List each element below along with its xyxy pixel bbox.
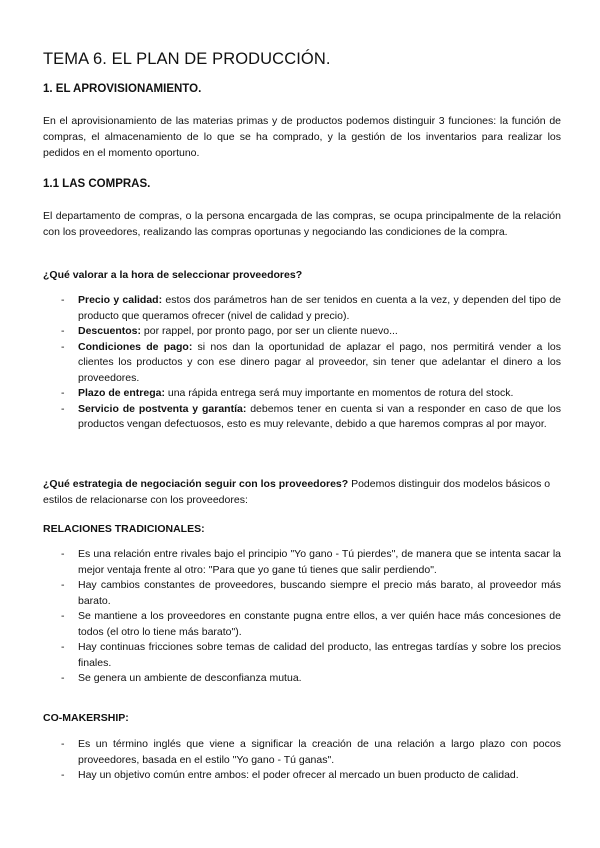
list-dash: - (61, 641, 65, 653)
list-dash: - (61, 340, 65, 353)
subheading-relaciones-tradicionales: RELACIONES TRADICIONALES: (43, 523, 205, 535)
aprovisionamiento-paragraph: En el aprovisionamiento de las materias primas y de productos podemos distinguir 3 funciones: la función de compras, el almacenamiento de lo que se ha comprado, y la gestión de los inventarios para realizar los pedidos en el momento oportuno. (43, 115, 561, 159)
list-dash: - (61, 294, 65, 306)
list-item (43, 737, 561, 768)
list-dash: - (61, 769, 65, 781)
subheading-comakership: CO-MAKERSHIP: (43, 712, 129, 724)
section-heading-compras: 1.1 LAS COMPRAS. (43, 178, 151, 190)
list-item-text: Hay continuas fricciones sobre temas de calidad del producto, las entregas tardías y sobre los precios finales. (78, 641, 561, 669)
page-title: TEMA 6. EL PLAN DE PRODUCCIÓN. (43, 50, 331, 68)
compras-paragraph: El departamento de compras, o la persona encargada de las compras, se ocupa principalmente de la relación con los proveedores, realizando las compras oportunas y negociando las condiciones de la compra. (43, 210, 561, 238)
criteria-text: por rappel, por pronto pago, por ser un cliente nuevo... (141, 325, 398, 337)
traditional-list (43, 547, 561, 687)
list-item (43, 578, 561, 609)
criteria-text: una rápida entrega será muy importante en momentos de rotura del stock. (164, 387, 514, 399)
list-item-text: Se mantiene a los proveedores en constante pugna entre ellos, a ver quién hace más concesiones de todos (el otro lo tiene más barato"). (78, 610, 561, 638)
criteria-text: estos dos parámetros han de ser tenidos en cuenta a la vez, y dependen del tipo de producto que queramos ofrecer (nivel de calidad y precio). (78, 294, 562, 322)
list-item (43, 640, 561, 671)
criteria-term: Servicio de postventa y garantía: (78, 402, 247, 415)
criteria-term: Plazo de entrega: (78, 387, 165, 399)
list-item-text: Se genera un ambiente de desconfianza mutua. (78, 672, 302, 684)
criteria-text: si nos dan la oportunidad de aplazar el pago, nos permitirá vender a los clientes los productos y con ese dinero pagar al proveedor, sin tener que adelantar el dinero a los proveedores. (78, 340, 561, 384)
list-item (43, 609, 561, 640)
criteria-term: Descuentos: (78, 325, 142, 337)
question-seleccionar-proveedores-text: ¿Qué valorar a la hora de seleccionar proveedores? (43, 269, 303, 281)
criteria-term: Precio y calidad: (78, 294, 163, 306)
list-dash: - (61, 548, 65, 560)
list-dash: - (61, 610, 65, 622)
list-dash: - (61, 325, 65, 337)
list-item-text: Hay un objetivo común entre ambos: el poder ofrecer al mercado un buen producto de calidad. (78, 769, 519, 781)
question-estrategia-negociacion (43, 476, 561, 508)
list-item-text: Es una relación entre rivales bajo el principio "Yo gano - Tú pierdes", de manera que se intenta sacar la mejor ventaja frente al otro: "Para que yo gane tú tienes que salir perdiendo". (78, 548, 561, 576)
list-item (43, 324, 561, 340)
comakership-list (43, 737, 561, 784)
criteria-list (43, 293, 561, 433)
list-dash: - (61, 387, 65, 399)
list-item (43, 671, 561, 687)
list-item-text: Es un término inglés que viene a significar la creación de una relación a largo plazo con pocos proveedores, basada en el estilo "Yo gano - Tú ganas". (78, 738, 561, 766)
question-seleccionar-proveedores (43, 267, 561, 283)
list-item (43, 386, 561, 402)
list-item (43, 768, 561, 784)
list-dash: - (61, 672, 65, 684)
list-item (43, 402, 561, 433)
criteria-text: debemos tener en cuenta si van a responder en caso de que los productos vengan defectuosos, esto es muy relevante, debido a que haremos compras al por mayor. (78, 402, 561, 430)
criteria-term: Condiciones de pago: (78, 340, 193, 353)
list-item (43, 293, 561, 324)
list-item-text: Hay cambios constantes de proveedores, buscando siempre el precio más barato, al proveedor más barato. (78, 579, 561, 607)
list-dash: - (61, 738, 65, 750)
list-dash: - (61, 579, 65, 591)
section-heading-aprovisionamiento: 1. EL APROVISIONAMIENTO. (43, 83, 202, 95)
list-item (43, 340, 561, 387)
list-item (43, 547, 561, 578)
question-estrategia-bold: ¿Qué estrategia de negociación seguir con los proveedores? (43, 478, 349, 490)
list-dash: - (61, 402, 65, 415)
question-estrategia-text: Podemos distinguir dos modelos básicos o estilos de relacionarse con los proveedores: (43, 478, 551, 506)
